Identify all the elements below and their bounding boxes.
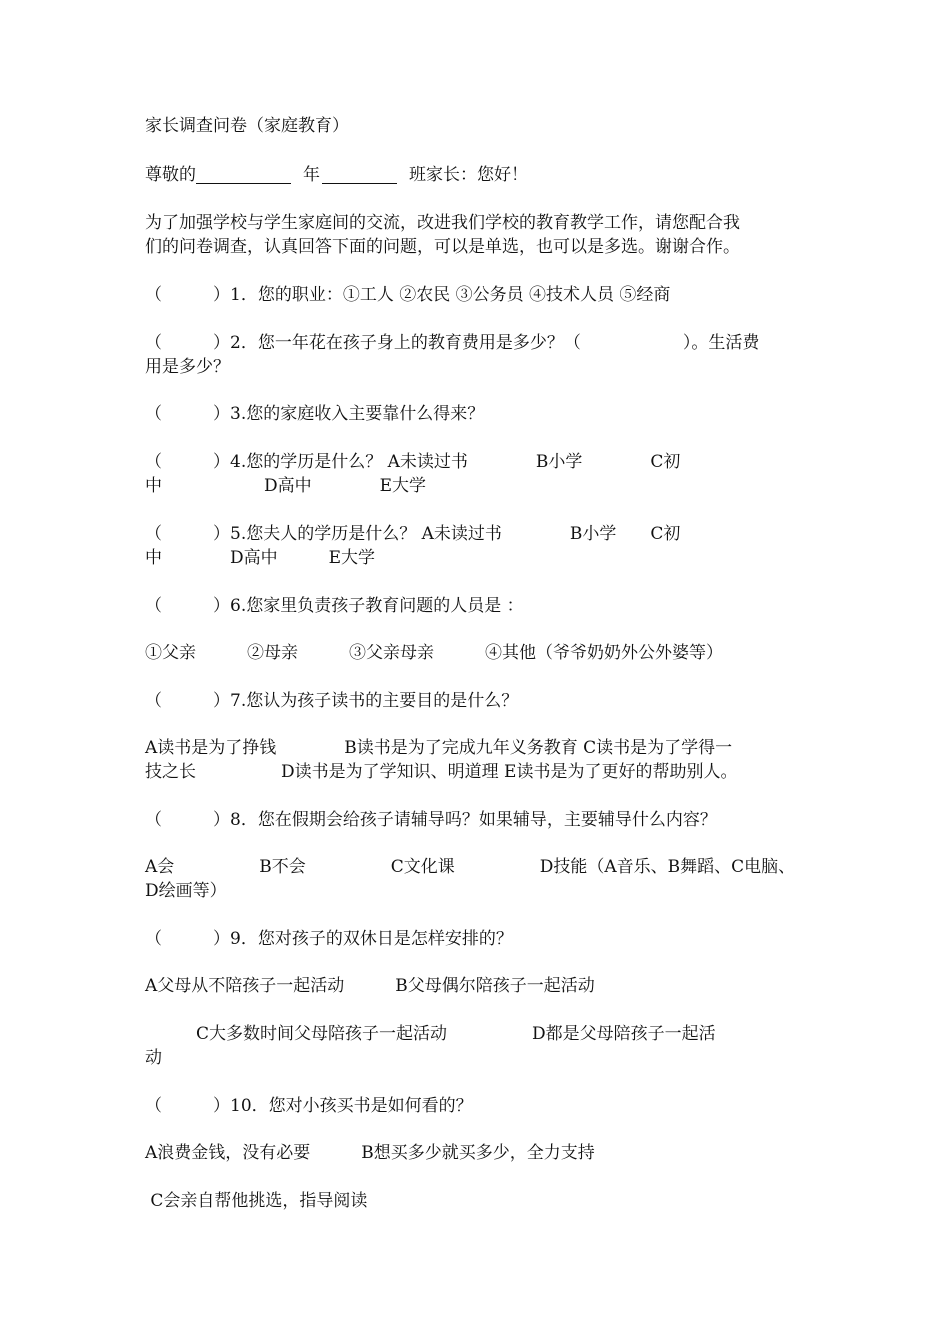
question-10-options-line-1: A浪费金钱，没有必要 B想买多少就买多少，全力支持 <box>145 1143 595 1163</box>
greeting-grade-label: 年 <box>303 165 320 185</box>
intro-line-2: 们的问卷调查，认真回答下面的问题，可以是单选，也可以是多选。谢谢合作。 <box>145 237 740 257</box>
greeting-class-label: 班家长：您好！ <box>409 165 528 185</box>
question-5-line-2: 中 D高中 E大学 <box>145 548 376 568</box>
question-7-options-line-1: A读书是为了挣钱 B读书是为了完成九年义务教育 C读书是为了学得一 <box>145 738 733 758</box>
question-8-options-line-1: A会 B不会 C文化课 D技能（A音乐、B舞蹈、C电脑、 <box>145 857 796 877</box>
question-9: （ ）9．您对孩子的双休日是怎样安排的？ <box>145 929 513 949</box>
question-6: （ ）6.您家里负责孩子教育问题的人员是 ： <box>145 596 524 616</box>
class-blank <box>322 165 397 184</box>
question-4-line-2: 中 D高中 E大学 <box>145 476 427 496</box>
question-1: （ ）1．您的职业：①工人 ②农民 ③公务员 ④技术人员 ⑤经商 <box>145 285 671 305</box>
question-2-line-1: （ ）2．您一年花在孩子身上的教育费用是多少？（ ）。生活费 <box>145 333 760 353</box>
question-7: （ ）7.您认为孩子读书的主要目的是什么？ <box>145 691 519 711</box>
question-8: （ ）8．您在假期会给孩子请辅导吗？如果辅导，主要辅导什么内容？ <box>145 810 717 830</box>
question-4-line-1: （ ）4.您的学历是什么？ A未读过书 B小学 C初 <box>145 452 681 472</box>
greeting-line <box>145 163 528 187</box>
greeting-salutation: 尊敬的 <box>145 165 196 185</box>
question-9-options-line-1: A父母从不陪孩子一起活动 B父母偶尔陪孩子一起活动 <box>145 976 595 996</box>
question-3: （ ）3.您的家庭收入主要靠什么得来？ <box>145 404 485 424</box>
question-5-line-1: （ ）5.您夫人的学历是什么？ A未读过书 B小学 C初 <box>145 524 681 544</box>
question-6-options: ①父亲 ②母亲 ③父亲母亲 ④其他（爷爷奶奶外公外婆等） <box>145 643 723 663</box>
intro-line-1: 为了加强学校与学生家庭间的交流，改进我们学校的教育教学工作，请您配合我 <box>145 213 740 233</box>
question-8-options-line-2: D绘画等） <box>145 881 227 901</box>
question-9-options-line-3: 动 <box>145 1048 162 1068</box>
question-7-options-line-2: 技之长 D读书是为了学知识、明道理 E读书是为了更好的帮助别人。 <box>145 762 738 782</box>
question-9-options-line-2: C大多数时间父母陪孩子一起活动 D都是父母陪孩子一起活 <box>145 1024 716 1044</box>
question-2-line-2: 用是多少？ <box>145 357 230 377</box>
question-10: （ ）10．您对小孩买书是如何看的？ <box>145 1096 473 1116</box>
grade-blank <box>196 165 291 184</box>
question-10-options-line-2: C会亲自帮他挑选，指导阅读 <box>145 1191 368 1211</box>
document-title: 家长调查问卷（家庭教育） <box>145 116 349 136</box>
